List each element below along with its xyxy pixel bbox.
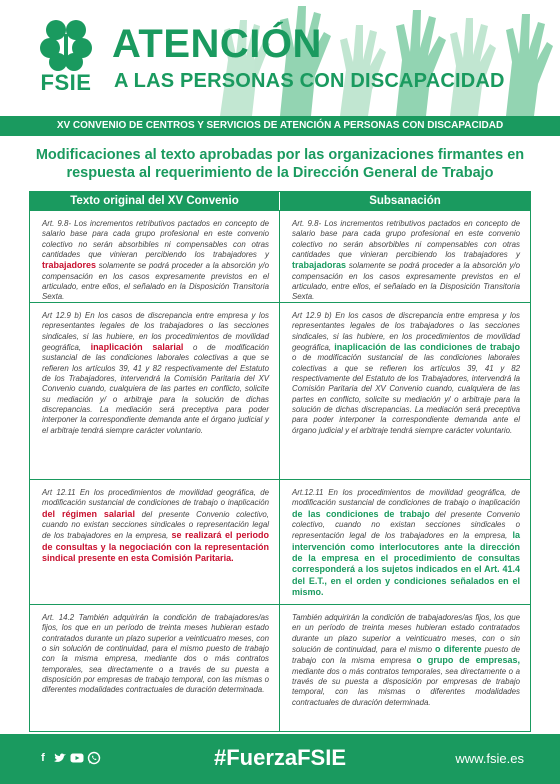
table-row — [30, 210, 530, 302]
website-link[interactable]: www.fsie.es — [455, 751, 524, 766]
cell-subsanacion — [280, 605, 530, 731]
clause-text: del presente Convenio colectivo, cuando no existan secciones sindicales o representación legal de los trabajadores en la empresa, — [292, 509, 520, 541]
clause-text: o de modificación sustancial de las condiciones laborales colectivas a que se refieren los artículos 39, 41 y 82 respectivamente del Estatuto de los Trabajadores, intervendrá la Comisión Paritaria del XV Convenio cuando, cualquiera de las partes en conflicto, solicite su mediación y/ o arbitraje para la solución de dichas discrepancias. La mediación será preceptiva para poder interponer la correspondiente demanda ante el órgano judicial y el arbitraje tendrá siempre carácter voluntario. — [292, 353, 520, 435]
document-heading: Modificaciones al texto aprobadas por las organizaciones firmantes en respuesta al requerimiento de la Dirección General de Trabajo — [35, 147, 525, 181]
column-header-original: Texto original del XV Convenio — [30, 192, 280, 210]
page-subtitle: A LAS PERSONAS CON DISCAPACIDAD — [114, 70, 505, 92]
cell-subsanacion — [280, 211, 530, 302]
cell-original — [30, 605, 280, 731]
clause-text: puesto de trabajo con la misma empresa — [292, 645, 520, 666]
table-row — [30, 479, 530, 604]
cell-subsanacion — [280, 480, 530, 604]
clause-text: o de modificación sustancial de las condiciones laborales colectivas a que se refieren los artículos 39, 41 y 82 respectivamente del Estatuto de los Trabajadores, intervendrá la Comisión Paritaria del XV Convenio cuando, cualquiera de las partes en conflicto, solicite su mediación y/ o arbitraje para la solución de dichas discrepancias. La mediación será preceptiva para poder interponer la correspondiente demanda ante el órgano judicial y el arbitraje tendrá siempre carácter voluntario. — [42, 343, 270, 435]
comparison-table — [29, 191, 531, 732]
logo-text: FSIE — [40, 70, 92, 95]
page-title: ATENCIÓN — [112, 22, 322, 66]
table-header — [30, 192, 530, 210]
clause-text: Art. 9.8- Los incrementos retributivos pactados en concepto de salario base para cada grupo profesional en este convenio colectivo no serán absorbibles ni compensables con otras cantidades que vinieran percibiendo los trabajadores y — [292, 219, 520, 260]
clause-text: Art 12.11 En los procedimientos de movilidad geográfica, de modificación sustancial de condiciones de trabajo o inaplicación — [42, 488, 269, 508]
table-row — [30, 604, 530, 731]
clause-text: Art.12.11 En los procedimientos de movilidad geográfica, de modificación sustancial de condiciones de trabajo o inaplicación — [292, 488, 520, 508]
footer-bar — [0, 734, 560, 784]
clause-text: Art. 14.2 También adquirirán la condición de trabajadores/as fijos, los que en un período de treinta meses hubieran estado contratados durante un plazo superior a veinticuatro meses, con o sin solución de continuidad, para el mismo puesto de trabajo con la misma empresa, mediante dos o más contratos temporales, sea directamente o a través de su puesta a disposición por empresas de trabajo temporal, con las mismas o diferentes modalidades contractuales de duración determinada. — [42, 613, 269, 695]
cell-original — [30, 211, 280, 302]
amended-text-highlight: o grupo de empresas, — [416, 655, 520, 666]
header-banner — [0, 0, 560, 116]
clause-text: También adquirirán la condición de trabajadores/as fijos, los que en un período de treinta meses hubieran estado contratados durante un plazo superior a veinticuatro meses, con o sin solución de continuidad, para el mismo — [292, 613, 520, 655]
table-row — [30, 302, 530, 479]
clause-text: mediante dos o más contratos temporales, sea directamente o a través de su puesta a disposición por empresas de trabajo temporal, con las mismas o diferentes modalidades contractuales de duración determinada. — [292, 666, 520, 707]
clause-text: solamente se podrá proceder a la absorción y/o compensación en los casos expresamente previstos en el articulado, entre ellos, el señalado en la Disposición Transitoria Sexta. — [292, 261, 520, 302]
clause-text: Art. 9.8- Los incrementos retributivos pactados en concepto de salario base para cada grupo profesional en este convenio colectivo no serán absorbibles ni compensables con otras cantidades que vinieran percibiendo los trabajadores y — [42, 219, 269, 260]
removed-text-highlight: inaplicación salarial — [90, 342, 184, 353]
hashtag-text: #FuerzaFSIE — [213, 745, 347, 770]
amended-text-highlight: la intervención como interlocutores ante la dirección de la empresa en el procedimiento de consultas corresponderá a los sujetos indicados en el Art. 41.4 del E.T., en el orden y condiciones señalados en el mismo. — [292, 530, 520, 598]
clause-text: Art 12.9 b) En los casos de discrepancia entre empresa y los representantes legales de los trabajadores o las secciones sindicales, si las hubiere, en los procedimientos de movilidad geográfica, — [42, 311, 269, 353]
amended-text-highlight: inaplicación de las condiciones de trabajo — [334, 342, 520, 353]
amended-text-highlight: de las condiciones de trabajo — [292, 508, 430, 519]
facebook-icon[interactable]: f — [41, 752, 45, 764]
clause-text: Art 12.9 b) En los casos de discrepancia entre empresa y los representantes legales de los trabajadores o las secciones sindicales, si las hubiere, en los procedimientos de movilidad geográfica, — [292, 311, 520, 353]
column-header-subsanacion: Subsanación — [369, 195, 441, 207]
amended-text-highlight: o diferente — [434, 644, 482, 655]
amended-text-highlight: trabajadoras — [292, 260, 347, 271]
clause-text: solamente se podrá proceder a la absorción y/o compensación en los casos expresamente previstos en el articulado, entre ellos, el señalado en la Disposición Transitoria Sexta. — [42, 261, 269, 302]
removed-text-highlight: del régimen salarial — [42, 508, 135, 519]
removed-text-highlight: trabajadores — [42, 260, 97, 271]
clause-text: del presente Convenio colectivo, cuando no existan secciones sindicales o representación legal de los trabajadores en la empresa, — [42, 509, 269, 541]
cell-subsanacion — [280, 303, 530, 479]
cell-original — [30, 480, 280, 604]
convenio-band: XV CONVENIO DE CENTROS Y SERVICIOS DE ATENCIÓN A PERSONAS CON DISCAPACIDAD — [0, 116, 560, 136]
removed-text-highlight: se realizará el periodo de consultas y la negociación con la representación sindical presente en esta Comisión Paritaria. — [42, 530, 269, 564]
cell-original — [30, 303, 280, 479]
